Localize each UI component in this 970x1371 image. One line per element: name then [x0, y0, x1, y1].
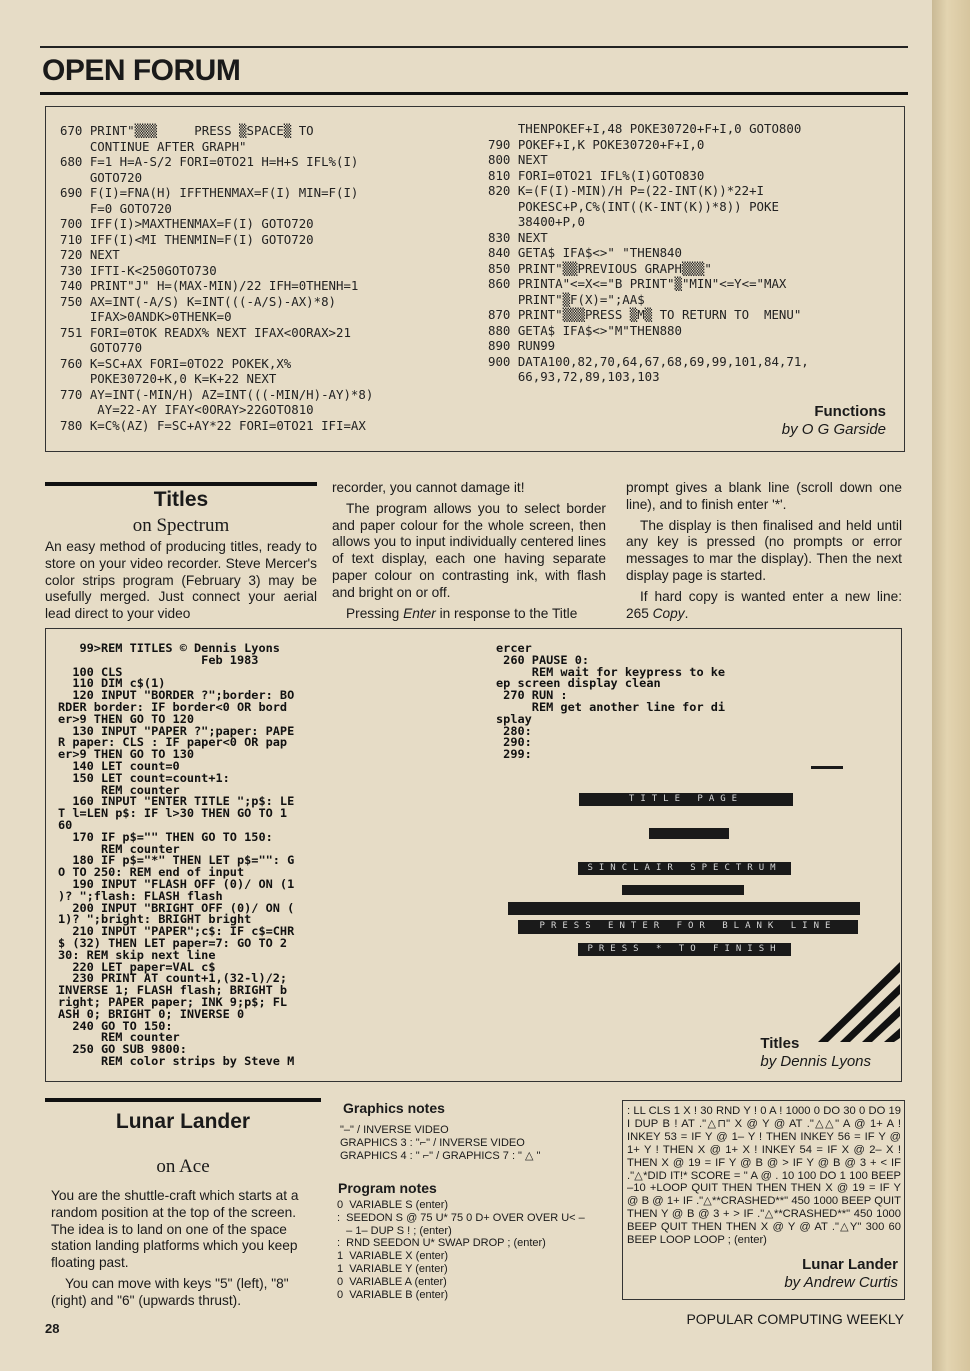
titles-col3-p3-b: . [684, 605, 689, 621]
code-line: 680 F=1 H=A-S/2 FORI=0TO21 H=H+S IFL%(I) [60, 154, 359, 169]
screen-line-2 [649, 828, 729, 839]
code-line: 760 K=SC+AX FORI=0TO22 POKEK,X% [60, 355, 292, 371]
program-note-line: – 1– DUP S ! ; (enter) [337, 1224, 452, 1237]
titles-col3-p1: prompt gives a blank line (scroll down one line), and to finish enter '*'. [626, 480, 902, 512]
code-line: THENPOKEF+I,48 POKE30720+F+I,0 GOTO800 [488, 121, 802, 136]
screen-line-7: PRESS * TO FINISH [578, 943, 791, 956]
code-line: er>9 THEN GO TO 120 [58, 711, 195, 726]
functions-code-right [488, 121, 809, 385]
code-line: 900 DATA100,82,70,64,67,68,69,99,101,84,71, [488, 353, 809, 369]
code-line: 270 RUN : [496, 688, 568, 703]
lunar-code: : LL CLS 1 X ! 30 RND Y ! 0 A ! 1000 0 DO 30 0 DO 19 I DUP B ! AT ."△⊓" X @ Y @ AT ."△△" A @ 1+ A ! INKEY 53 = IF Y @ 1– Y ! THEN INKEY 56 = IF Y @ 1+ Y ! THEN X @ 1+ X ! INKEY 54 = IF X @ 2– X ! THEN X @ 19 = IF Y @ B @ > IF Y @ B @ 3 + < IF ."△*DID IT!* SCORE = " A @ . 10 100 DO 1 100 BEEP –10 +LOOP QUIT THEN THEN THEN X @ 19 = IF Y @ B @ 1+ IF ."△**CRASHED**" 450 1000 BEEP QUIT THEN Y @ B @ 3 + > IF ."△**CRASHED**" 450 1000 BEEP QUIT THEN THEN X @ Y @ AT ."△Y" 300 60 BEEP LOOP LOOP ; (enter) [627, 1105, 901, 1247]
graphics-line-1: "–" / INVERSE VIDEO [340, 1124, 449, 1136]
code-line: 780 K=C%(AZ) F=SC+AY*22 FORI=0TO21 IFI=AX [60, 417, 366, 433]
graphics-notes-title: Graphics notes [343, 1100, 445, 1116]
lunar-heading: Lunar Lander [115, 1110, 251, 1133]
code-line: POKESC+P,C%(INT((K-INT(K))*8)) POKE [488, 198, 779, 214]
code-line: 790 POKEF+I,K POKE30720+F+I,0 [488, 136, 705, 152]
code-line: REM counter [58, 841, 180, 856]
code-line: ercer [496, 641, 532, 655]
titles-code-box [45, 628, 902, 1082]
code-line: 720 NEXT [60, 247, 120, 262]
screen-line-5 [508, 902, 860, 915]
titles-section-bar [45, 482, 317, 486]
code-line: ep screen display clean [496, 676, 661, 691]
code-line: 160 INPUT "ENTER TITLE ";p$: LE [58, 794, 295, 809]
code-line: POKE30720+K,0 K=K+22 NEXT [60, 371, 277, 386]
screen-line-6: PRESS ENTER FOR BLANK LINE [518, 920, 858, 934]
program-notes-title: Program notes [338, 1180, 437, 1196]
titles-col2 [332, 480, 606, 626]
header-rule [40, 92, 908, 95]
code-line: T l=LEN p$: IF l>30 THEN GO TO 1 [58, 806, 288, 821]
titles-code-left [58, 643, 294, 1068]
titles-col3-p2: The display is then finalised and held until any key is pressed (no prompts or error messages to mar the display). Then the next display page is started. [626, 517, 902, 583]
code-line: splay [496, 711, 532, 726]
lunar-byline [784, 1256, 898, 1292]
code-line: 710 IFF(I)<MI THENMIN=F(I) GOTO720 [60, 231, 314, 247]
code-line: er>9 THEN GO TO 130 [58, 747, 195, 762]
lunar-text [51, 1188, 321, 1314]
titles-col1-text: An easy method of producing titles, ready to store on your video recorder. Steve Mercer's color strips program (February 3) may be usefully merged. Just connect your aerial lead direct to your video [45, 539, 317, 622]
code-line: 99>REM TITLES © Dennis Lyons [58, 641, 280, 655]
code-line: 130 INPUT "PAPER ?";paper: PAPE [58, 723, 295, 738]
functions-box [45, 106, 905, 452]
page-edge [932, 0, 970, 1371]
program-note-line: : SEEDON S @ 75 U* 75 0 D+ OVER OVER U< – [337, 1211, 585, 1224]
code-line: REM counter [58, 1030, 180, 1045]
code-line: 66,93,72,89,103,103 [488, 369, 660, 384]
screen-line-1: TITLE PAGE [579, 793, 793, 806]
code-line: 670 PRINT"▒▒▒ PRESS ▒SPACE▒ TO [60, 123, 314, 138]
code-line: 870 PRINT"▒▒▒PRESS ▒M▒ TO RETURN TO MENU" [488, 307, 802, 322]
titles-byline-title: Titles [760, 1035, 800, 1052]
lunar-byline-author: by Andrew Curtis [784, 1274, 898, 1291]
code-line: 830 NEXT [488, 229, 548, 245]
code-line: O TO 250: REM end of input [58, 865, 245, 880]
titles-col2-p1: recorder, you cannot damage it! [332, 480, 525, 495]
code-line: 750 AX=INT(-A/S) K=INT(((-A/S)-AX)*8) [60, 293, 337, 309]
code-line: 30: REM skip next line [58, 947, 216, 962]
code-line: 890 RUN99 [488, 338, 556, 353]
titles-col3-p3 [626, 589, 902, 623]
graphics-line-3: GRAPHICS 4 : " ⌐" / GRAPHICS 7 : " △ " [340, 1149, 541, 1162]
page-number: 28 [45, 1321, 60, 1336]
program-note-line: 1 VARIABLE Y (enter) [337, 1262, 448, 1275]
code-line: 690 F(I)=FNA(H) IFFTHENMAX=F(I) MIN=F(I) [60, 185, 359, 200]
functions-code-left [60, 123, 373, 433]
code-line: 820 K=(F(I)-MIN)/H P=(22-INT(K))*22+I [488, 183, 765, 198]
code-line: right; PAPER paper; INK 9;p$; FL [58, 994, 288, 1009]
code-line: 180 IF p$="*" THEN LET p$="": G [58, 853, 295, 868]
code-line: RDER border: IF border<0 OR bord [58, 699, 288, 714]
code-line: 190 INPUT "FLASH OFF (0)/ ON (1 [58, 876, 295, 891]
code-line: 299: [496, 747, 532, 762]
code-line: Feb 1983 [58, 652, 259, 667]
code-line: 150 LET count=count+1: [58, 770, 230, 785]
screen-line-4 [622, 885, 744, 895]
code-line: 740 PRINT"J" H=(MAX-MIN)/22 IFH=0THENH=1 [60, 278, 359, 293]
code-line: 110 DIM c$(1) [58, 676, 166, 691]
lunar-p1: You are the shuttle-craft which starts at a random position at the top of the screen. The idea is to land on one of the space station landing platforms which you keep floating past. [51, 1188, 299, 1271]
diagonal-stripes-graphic [818, 962, 900, 1042]
code-line: 850 PRINT"▒▒PREVIOUS GRAPH▒▒▒" [488, 260, 712, 276]
code-line: 260 PAUSE 0: [496, 652, 590, 667]
code-line: R paper: CLS : IF paper<0 OR pap [58, 735, 288, 750]
titles-col3-p3-em: Copy [652, 605, 685, 621]
code-line: 770 AY=INT(-MIN/H) AZ=INT(((-MIN/H)-AY)*8) [60, 386, 374, 402]
program-notes [337, 1199, 585, 1301]
code-line: 751 FORI=0TOK READX% NEXT IFAX<0ORAX>21 [60, 324, 351, 340]
lunar-code-box [622, 1100, 905, 1300]
titles-byline-author: by Dennis Lyons [760, 1053, 871, 1070]
code-line: REM color strips by Steve M [58, 1053, 295, 1068]
code-line: 60 [58, 817, 73, 832]
titles-col2-p3-a: Pressing [346, 605, 404, 621]
program-note-line: 1 VARIABLE X (enter) [337, 1250, 449, 1263]
top-rule [40, 46, 908, 48]
code-line: 170 IF p$="" THEN GO TO 150: [58, 829, 273, 844]
titles-subheading: on Spectrum [132, 515, 230, 536]
functions-byline [782, 403, 886, 439]
code-line: 230 PRINT AT count+1,(32-l)/2; [58, 971, 288, 986]
program-note-line: : RND SEEDON U* SWAP DROP ; (enter) [337, 1237, 546, 1250]
lunar-subheading: on Ace [156, 1156, 210, 1177]
code-line: PRINT"▒F(X)=";AA$ [488, 291, 645, 307]
code-line: GOTO720 [60, 169, 143, 185]
titles-col2-p3-b: in response to the Title [435, 605, 578, 621]
titles-col3-p3-a: If hard copy is wanted enter a new line: 265 [626, 588, 902, 621]
titles-code-right [496, 643, 725, 761]
code-line: REM get another line for di [496, 699, 726, 714]
lunar-section-bar [45, 1098, 321, 1102]
code-line: 280: [496, 723, 532, 738]
code-line: 700 IFF(I)>MAXTHENMAX=F(I) GOTO720 [60, 216, 314, 231]
code-line: INVERSE 1; FLASH flash; BRIGHT b [58, 983, 288, 998]
code-line: 730 IFTI-K<250GOTO730 [60, 262, 217, 278]
code-line: REM wait for keypress to ke [496, 664, 726, 679]
code-line: 140 LET count=0 [58, 758, 180, 773]
code-line: REM counter [58, 782, 180, 797]
code-line: 250 GO SUB 9800: [58, 1042, 187, 1057]
code-line: 38400+P,0 [488, 214, 585, 229]
magazine-name: POPULAR COMPUTING WEEKLY [686, 1311, 904, 1327]
functions-byline-title: Functions [814, 403, 886, 420]
code-line: 810 FORI=0TO21 IFL%(I)GOTO830 [488, 167, 705, 183]
code-line: 120 INPUT "BORDER ?";border: BO [58, 688, 295, 703]
titles-col2-p2: The program allows you to select border and paper colour for the whole screen, then allows you to input individually centered lines of text display, each one having separate paper colour on contrasting ink, with flash and bright on or off. [332, 500, 606, 600]
graphics-line-2: GRAPHICS 3 : "⌐" / INVERSE VIDEO [340, 1136, 525, 1149]
code-line: CONTINUE AFTER GRAPH" [60, 138, 247, 154]
code-line: 840 GETA$ IFA$<>" "THEN840 [488, 245, 682, 260]
code-line: ASH 0; BRIGHT 0; INVERSE 0 [58, 1006, 245, 1021]
code-line: 200 INPUT "BRIGHT OFF (0)/ ON ( [58, 900, 295, 915]
code-line: 1)? ";bright: BRIGHT bright [58, 912, 252, 927]
page-header: OPEN FORUM [42, 54, 241, 87]
code-line: 240 GO TO 150: [58, 1018, 173, 1033]
code-line: GOTO770 [60, 340, 143, 355]
lunar-p2: You can move with keys "5" (left), "8" (right) and "6" (upwards thrust). [51, 1275, 289, 1308]
titles-col2-p3-em: Enter [403, 605, 436, 621]
code-line: 100 CLS [58, 664, 123, 679]
code-line: 800 NEXT [488, 152, 548, 167]
titles-col3 [626, 480, 902, 626]
code-line: 210 INPUT "PAPER";c$: IF c$=CHR [58, 924, 295, 939]
titles-col2-p3 [332, 606, 606, 623]
screen-dash [811, 766, 843, 769]
code-line: 290: [496, 735, 532, 750]
code-line: IFAX>0ANDK>0THENK=0 [60, 309, 232, 324]
titles-heading: Titles [153, 488, 209, 511]
lunar-byline-title: Lunar Lander [802, 1256, 898, 1273]
titles-col1 [45, 539, 317, 627]
functions-byline-author: by O G Garside [781, 421, 886, 438]
code-line: F=0 GOTO720 [60, 200, 172, 216]
graphics-notes [340, 1124, 612, 1162]
code-line: 860 PRINTA"<=X<="B PRINT"▒"MIN"<=Y<="MAX [488, 276, 787, 291]
program-note-line: 0 VARIABLE S (enter) [337, 1199, 449, 1211]
program-note-line: 0 VARIABLE B (enter) [337, 1288, 449, 1301]
screen-line-3: SINCLAIR SPECTRUM [578, 862, 791, 875]
program-note-line: 0 VARIABLE A (enter) [337, 1275, 447, 1288]
code-line: 220 LET paper=VAL c$ [58, 959, 216, 974]
code-line: )? ";flash: FLASH flash [58, 888, 223, 903]
code-line: 880 GETA$ IFA$<>"M"THEN880 [488, 322, 682, 338]
code-line: AY=22-AY IFAY<0ORAY>22GOTO810 [60, 402, 314, 417]
code-line: $ (32) THEN LET paper=7: GO TO 2 [58, 935, 288, 950]
